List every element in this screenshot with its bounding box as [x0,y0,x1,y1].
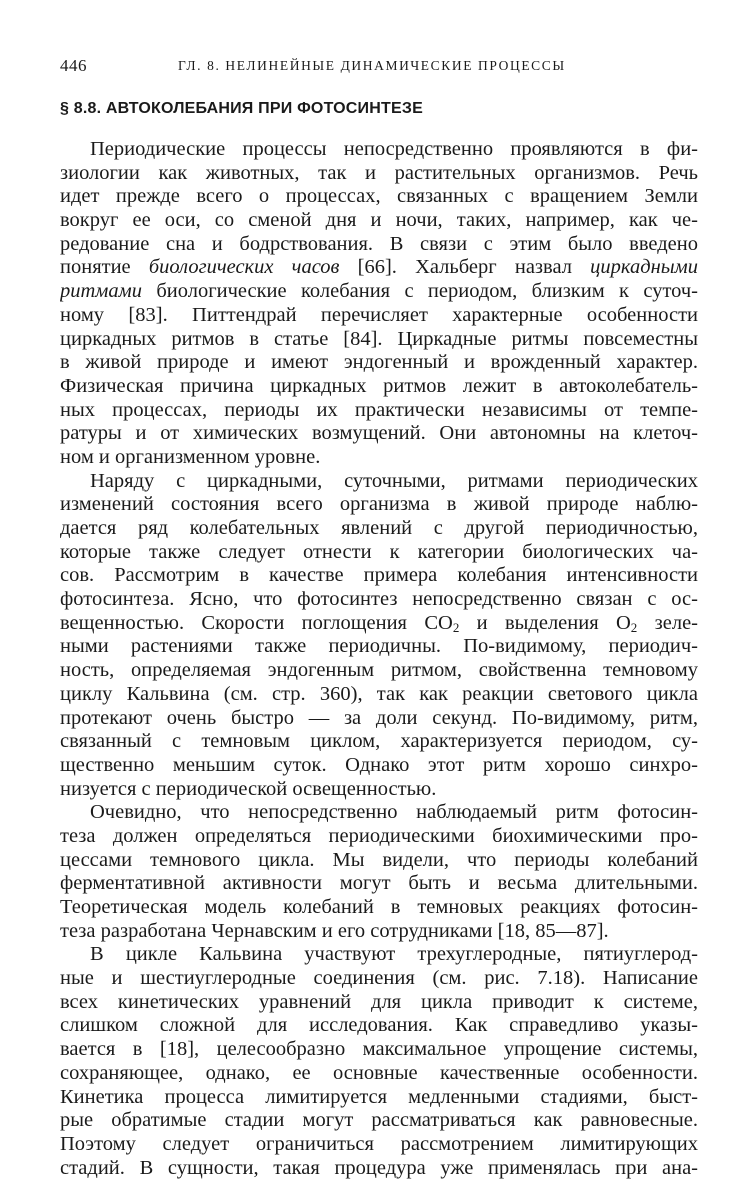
text-run: [66]. Хальберг назвал [339,256,591,279]
text-line: теза разработана Чернавским и его сотрудниками [18, 85—87]. [60,919,609,942]
text-run: биологические колебания с периодом, близким к суточ- [141,280,698,303]
italic-term: биологических часов [148,256,340,279]
text-line: ному [83]. Питтендрай перечисляет характерные особенности [60,303,698,326]
text-run: зеле- [637,611,698,634]
text-line: В цикле Кальвина участвуют трехуглеродные, пятиуглерод- [90,943,698,966]
italic-term: ритмами [60,280,142,303]
text-line: связанный с темновым циклом, характеризуется периодом, су- [60,730,698,753]
text-line [60,612,698,636]
italic-term: циркадными [590,256,698,279]
text-line: щественно меньшим суток. Однако этот ритм хорошо синхро- [60,753,698,776]
text-line: ные и шестиуглеродные соединения (см. рис. 7.18). Написание [60,967,698,990]
text-line: изменений состояния всего организма в живой природе наблю- [60,493,698,516]
text-line: идет прежде всего о процессах, связанных с вращением Земли [60,185,698,208]
text-line: слишком сложной для исследования. Как справедливо указы- [60,1014,698,1037]
text-line: вокруг ее оси, со сменой дня и ночи, таких, например, как че- [60,209,698,232]
text-line: цессами темнового цикла. Мы видели, что периоды колебаний [60,848,698,871]
text-line [60,256,698,280]
text-line: сов. Рассмотрим в качестве примера колебания интенсивности [60,564,698,587]
text-line: Теоретическая модель колебаний в темновых реакциях фотосин- [60,896,698,918]
text-run: понятие [60,256,149,279]
text-line: ферментативной активности могут быть и весьма длительными. [60,872,698,895]
text-line: протекают очень быстро — за доли секунд. По-видимому, ритм, [60,706,698,729]
text-line: зиологии как животных, так и растительных организмов. Речь [60,161,698,184]
subscript: 2 [630,619,638,635]
text-line: ных процессах, периоды их практически независимы от темпе- [60,398,698,421]
text-line: сохраняющее, однако, ее основные качественные особенности. [60,1061,698,1084]
body-text [60,138,698,1180]
text-line: ными растениями также периодичны. По-видимому, периодич- [60,635,698,658]
page-number: 446 [60,56,87,75]
text-line [60,280,698,304]
running-head: ГЛ. 8. НЕЛИНЕЙНЫЕ ДИНАМИЧЕСКИЕ ПРОЦЕССЫ [178,58,566,73]
text-line: рые обратимые стадии могут рассматриваться как равновесные. [60,1109,698,1132]
text-line: вается в [18], целесообразно максимальное упрощение системы, [60,1038,698,1061]
subscript: 2 [452,619,460,635]
text-line: редование сна и бодрствования. В связи с этим было введено [60,232,698,255]
text-line: в живой природе и имеют эндогенный и врожденный характер. [60,351,698,374]
text-line: низуется с периодической освещенностью. [60,777,437,800]
text-line: которые также следует отнести к категории биологических ча- [60,540,698,563]
text-line: Физическая причина циркадных ритмов лежит в автоколебатель- [60,374,698,397]
text-line: фотосинтеза. Ясно, что фотосинтез непосредственно связан с ос- [60,588,698,611]
text-line: дается ряд колебательных явлений с другой периодичностью, [60,517,698,539]
text-line: Периодические процессы непосредственно проявляются в фи- [90,138,698,160]
section-title: § 8.8. АВТОКОЛЕБАНИЯ ПРИ ФОТОСИНТЕЗЕ [60,100,423,117]
text-line: циклу Кальвина (см. стр. 360), так как реакции светового цикла [60,682,698,705]
text-line: ность, определяемая эндогенным ритмом, свойственна темновому [60,659,698,682]
text-run: и выделения O [459,611,631,634]
text-line: Наряду с циркадными, суточными, ритмами периодических [90,469,698,492]
text-line: ном и организменном уровне. [60,445,321,468]
text-run: вещенностью. Скорости поглощения CO [60,611,453,634]
text-line: ратуры и от химических возмущений. Они автономны на клеточ- [60,422,698,445]
text-line: Очевидно, что непосредственно наблюдаемый ритм фотосин- [90,801,698,824]
text-line: Поэтому следует ограничиться рассмотрением лимитирующих [60,1132,698,1155]
text-line: циркадных ритмов в статье [84]. Циркадные ритмы повсеместны [60,327,698,350]
text-line: стадий. В сущности, такая процедура уже применялась при ана- [60,1156,698,1179]
text-line: всех кинетических уравнений для цикла приводит к системе, [60,990,698,1013]
text-line: теза должен определяться периодическими биохимическими про- [60,824,698,847]
text-line: Кинетика процесса лимитируется медленными стадиями, быст- [60,1085,698,1108]
